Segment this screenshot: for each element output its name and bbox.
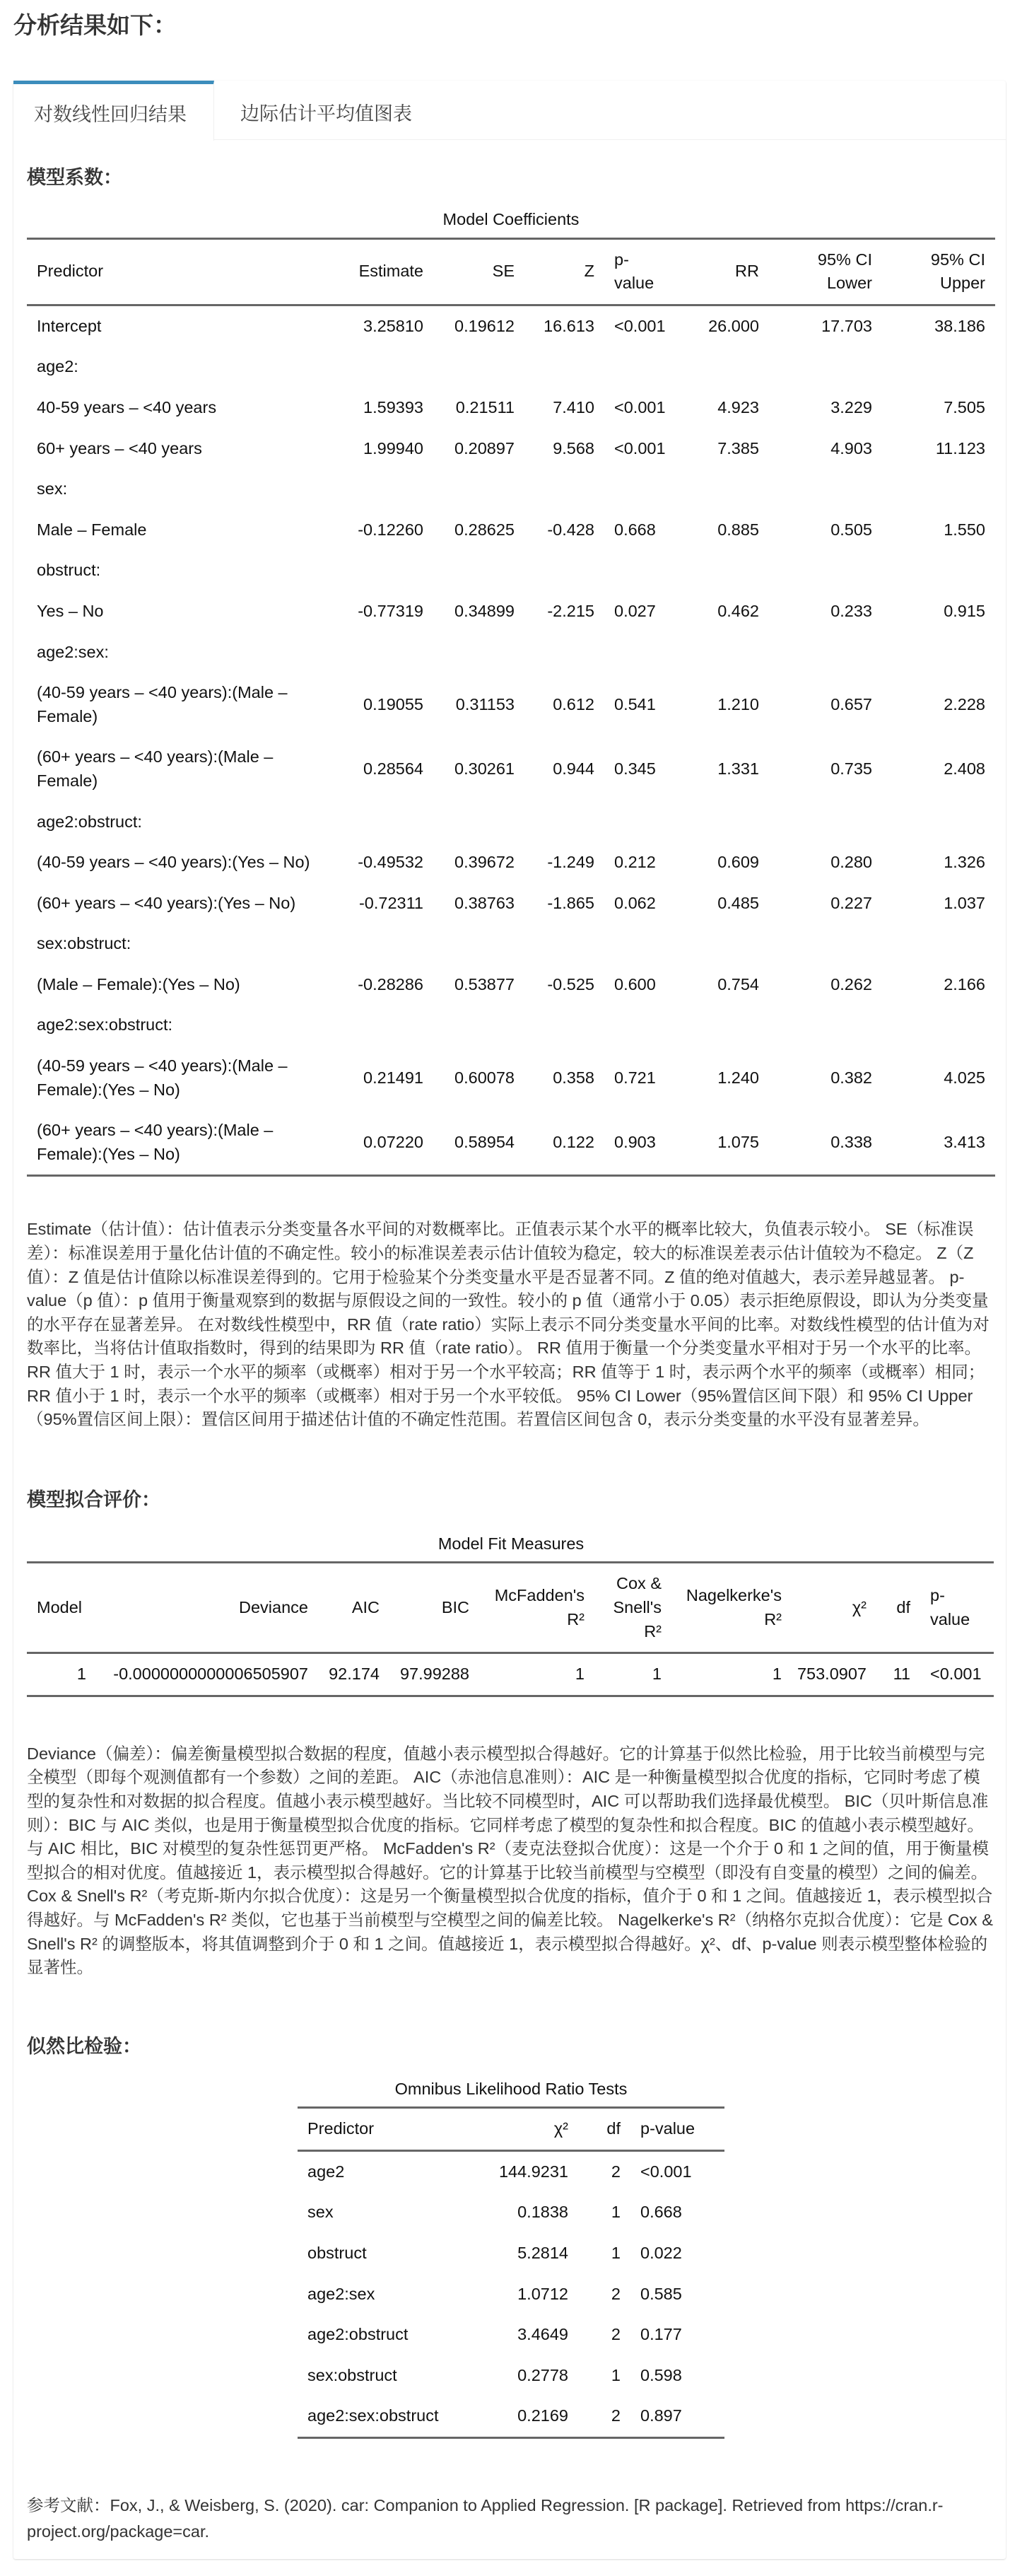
col-header-p-value: p-value <box>930 1586 970 1628</box>
cell-ci-lower: 0.382 <box>830 1068 872 1087</box>
cell-ci-lower: 0.280 <box>830 853 872 872</box>
table-row <box>27 429 995 470</box>
col-header-chi-square: χ² <box>852 1597 867 1616</box>
cell-chi-square: 3.4649 <box>517 2325 568 2344</box>
cell-se: 0.20897 <box>454 438 515 457</box>
model-coefficients-table-block <box>27 208 995 1177</box>
cell-p-value: 0.668 <box>614 520 656 539</box>
cell-ci-upper: 7.505 <box>944 397 985 416</box>
cell-group-label: age2:obstruct: <box>37 812 142 831</box>
cell-ci-lower: 17.703 <box>821 316 872 335</box>
table-caption: Omnibus Likelihood Ratio Tests <box>394 2079 628 2098</box>
cell-rr: 0.462 <box>717 601 759 620</box>
cell-predictor: (Male – Female):(Yes – No) <box>37 974 240 993</box>
cell-group-label: age2:sex: <box>37 642 109 661</box>
cell-mcfadden-r2: 1 <box>575 1665 585 1684</box>
cell-chi-square: 753.0907 <box>797 1665 867 1684</box>
col-header-aic: AIC <box>351 1597 380 1616</box>
cell-ci-upper: 4.025 <box>944 1068 985 1087</box>
cell-aic: 92.174 <box>329 1665 380 1684</box>
cell-nagelkerke-r2: 1 <box>772 1665 782 1684</box>
omnibus-lrt-table <box>298 2106 724 2439</box>
table-header-row <box>298 2108 724 2151</box>
cell-deviance: -0.0000000000006505907 <box>113 1665 308 1684</box>
cell-estimate: 3.25810 <box>363 316 423 335</box>
cell-estimate: -0.72311 <box>358 893 423 912</box>
col-header-bic: BIC <box>441 1597 469 1616</box>
table-header-row <box>27 1563 994 1653</box>
cell-p-value: 0.903 <box>614 1133 656 1152</box>
cell-predictor: (40-59 years – <40 years):(Yes – No) <box>37 853 310 872</box>
col-header-chi-square: χ² <box>553 2119 568 2138</box>
cell-se: 0.21511 <box>455 397 515 416</box>
col-header-nagelkerke-cell <box>671 1563 792 1653</box>
table-row <box>27 1653 994 1696</box>
empty-cells <box>336 802 995 843</box>
cell-ci-upper: 1.037 <box>944 893 985 912</box>
table-row <box>27 387 995 429</box>
tab-marginal-means-plots[interactable]: 边际估计平均值图表 <box>240 103 412 124</box>
cell-estimate: 1.99940 <box>363 438 423 457</box>
col-header-mcfadden-r2: McFadden's R² <box>494 1586 585 1628</box>
cell-chi-square: 0.1838 <box>517 2203 568 2222</box>
section-heading-coefficients: 模型系数： <box>27 167 122 188</box>
col-header-mcfadden-cell <box>479 1563 594 1653</box>
table-row <box>298 2396 724 2437</box>
cell-ci-lower: 3.229 <box>830 397 872 416</box>
empty-cells <box>336 346 995 387</box>
col-header-se: SE <box>492 262 515 281</box>
cell-predictor: Male – Female <box>37 520 147 539</box>
cell-predictor: age2:sex <box>307 2284 375 2303</box>
cell-predictor: age2:sex:obstruct <box>307 2406 439 2425</box>
cell-predictor: Yes – No <box>37 601 104 620</box>
cell-chi-square: 0.2169 <box>517 2406 568 2425</box>
cell-group-label: age2: <box>37 357 78 376</box>
cell-z: 9.568 <box>553 438 594 457</box>
cell-rr: 0.485 <box>717 893 759 912</box>
cell-se: 0.31153 <box>455 694 515 713</box>
cell-ci-upper: 38.186 <box>934 316 985 335</box>
cell-predictor: (60+ years – <40 years):(Male – Female):(Yes – No) <box>37 1121 274 1163</box>
cell-df: 1 <box>611 2244 621 2263</box>
section-heading-model-fit: 模型拟合评价： <box>27 1488 160 1510</box>
tab-panel-loglinear-results <box>13 166 1006 2545</box>
cell-predictor: (40-59 years – <40 years):(Male – Female):(Yes – No) <box>37 1056 288 1099</box>
cell-ci-lower: 0.657 <box>830 694 872 713</box>
table-caption: Model Fit Measures <box>438 1534 585 1553</box>
cell-z: 0.122 <box>553 1133 594 1152</box>
table-row <box>27 842 995 883</box>
table-row <box>27 672 995 737</box>
group-header-row <box>27 346 995 387</box>
cell-p-value: 0.598 <box>640 2365 682 2384</box>
cell-cox-snell-r2: 1 <box>652 1665 662 1684</box>
table-row <box>27 737 995 801</box>
cell-z: -0.428 <box>547 520 594 539</box>
col-header-df: df <box>606 2119 621 2138</box>
empty-cells <box>336 550 995 591</box>
group-header-row <box>27 1005 995 1046</box>
col-header-p-value: p-value <box>640 2119 695 2138</box>
cell-z: 0.612 <box>553 694 594 713</box>
cell-z: 0.358 <box>553 1068 594 1087</box>
cell-chi-square: 0.2778 <box>517 2365 568 2384</box>
cell-se: 0.19612 <box>454 316 515 335</box>
cell-predictor: 40-59 years – <40 years <box>37 397 217 416</box>
cell-z: -1.865 <box>547 893 594 912</box>
cell-se: 0.30261 <box>454 759 515 779</box>
col-header-ci-upper-cell <box>882 238 995 305</box>
cell-estimate: -0.12260 <box>358 520 423 539</box>
cell-z: 0.944 <box>553 759 594 779</box>
cell-df: 1 <box>611 2365 621 2384</box>
empty-cells <box>336 923 995 964</box>
cell-p-value: <0.001 <box>614 438 666 457</box>
table-row <box>27 510 995 551</box>
cell-se: 0.58954 <box>454 1133 515 1152</box>
cell-ci-lower: 0.735 <box>830 759 872 779</box>
col-header-rr: RR <box>735 262 759 281</box>
table-row <box>298 2274 724 2315</box>
empty-cells <box>336 1005 995 1046</box>
cell-se: 0.39672 <box>454 853 515 872</box>
cell-rr: 26.000 <box>708 316 759 335</box>
cell-z: -2.215 <box>547 601 594 620</box>
model-fit-table <box>27 1561 994 1696</box>
model-fit-explanation: Deviance（偏差）：偏差衡量模型拟合数据的程度，值越小表示模型拟合得越好。它的计算基于似然比检验，用于比较当前模型与完全模型（即每个观测值都有一个参数）之间的差距。 AIC（赤池信息准则）：AIC 是一种衡量模型拟合优度的指标，它同时考虑了模型的复杂性和对数据的拟合程度。值越小表示模型越好。当比较不同模型时，AIC 可以帮助我们选择最优模型。 BIC（贝叶斯信息准则）：BIC 与 AIC 类似，也是用于衡量模型拟合优度的指标。它同样考虑了模型的复杂性和拟合程度。BIC 的值越小表示模型越好。与 AIC 相比，BIC 对模型的复杂性惩罚更严格。 McFadden's R²（麦克法登拟合优度）：这是一个介于 0 和 1 之间的值，用于衡量模型拟合的相对优度。值越接近 1，表示模型拟合得越好。它的计算基于比较当前模型与空模型（即没有自变量的模型）之间的偏差。 Cox & Snell's R²（考克斯-斯内尔拟合优度）：这是另一个衡量模型拟合优度的指标，值介于 0 和 1 之间。值越接近 1，表示模型拟合得越好。与 McFadden's R² 类似，它也基于当前模型与空模型之间的偏差比较。 Nagelkerke's R²（纳格尔克拟合优度）：它是 Cox & Snell's R² 的调整版本，将其值调整到介于 0 和 1 之间。值越接近 1，表示模型拟合得越好。χ²、df、p-value 则表示模型整体检验的显著性。 <box>27 1744 993 1977</box>
cell-rr: 7.385 <box>717 438 759 457</box>
cell-df: 2 <box>611 2406 621 2425</box>
cell-se: 0.60078 <box>454 1068 515 1087</box>
table-row <box>298 2192 724 2233</box>
table-header-row <box>27 238 995 305</box>
cell-group-label: obstruct: <box>37 561 101 580</box>
cell-df: 2 <box>611 2284 621 2303</box>
cell-predictor: sex:obstruct <box>307 2365 397 2384</box>
reference-citation: 参考文献：Fox, J., & Weisberg, S. (2020). car: Companion to Applied Regression. [R package]. Retrieved from https://cran.r-project.org/package=car. <box>27 2496 944 2541</box>
cell-ci-upper: 11.123 <box>935 438 985 457</box>
col-header-z: Z <box>584 262 594 281</box>
col-header-cox-snell-r2: Cox & Snell's R² <box>613 1574 662 1640</box>
cell-predictor: sex <box>307 2203 334 2222</box>
cell-predictor: age2 <box>307 2162 345 2181</box>
cell-rr: 1.075 <box>717 1133 759 1152</box>
cell-rr: 0.754 <box>717 974 759 993</box>
cell-df: 11 <box>893 1665 910 1684</box>
cell-z: -1.249 <box>547 853 594 872</box>
cell-z: 7.410 <box>553 397 594 416</box>
cell-predictor: (60+ years – <40 years):(Male – Female) <box>37 747 274 790</box>
empty-cells <box>336 632 995 673</box>
cell-predictor: (60+ years – <40 years):(Yes – No) <box>37 893 296 912</box>
col-header-p-value: p-value <box>614 250 654 293</box>
coefficients-explanation: Estimate（估计值）：估计值表示分类变量各水平间的对数概率比。正值表示某个水平的概率比较大，负值表示较小。 SE（标准误差）：标准误差用于量化估计值的不确定性。较小的标准误差表示估计值较为稳定，较大的标准误差表示估计值较为不稳定。 Z（Z 值）：Z 值是估计值除以标准误差得到的。它用于检验某个分类变量水平是否显著不同。Z 值的绝对值越大，表示差异越显著。 p-value（p 值）：p 值用于衡量观察到的数据与原假设之间的一致性。较小的 p 值（通常小于 0.05）表示拒绝原假设，即认为分类变量的水平存在显著差异。 在对数线性模型中，RR 值（rate ratio）实际上表示不同分类变量水平间的比率。对数线性模型的估计值为对数率比，当将估计值取指数时，得到的结果即为 RR 值（rate ratio）。 RR 值用于衡量一个分类变量水平相对于另一个水平的比率。RR 值大于 1 时，表示一个水平的频率（或概率）相对于另一个水平较高；RR 值等于 1 时，表示两个水平的频率（或概率）相同；RR 值小于 1 时，表示一个水平的频率（或概率）相对于另一个水平较低。 95% CI Lower（95%置信区间下限）和 95% CI Upper（95%置信区间上限）：置信区间用于描述估计值的不确定性范围。若置信区间包含 0，表示分类变量的水平没有显著差异。 <box>27 1220 990 1429</box>
cell-p-value: 0.585 <box>640 2284 682 2303</box>
cell-p-value: <0.001 <box>930 1665 982 1684</box>
cell-group-label: age2:sex:obstruct: <box>37 1015 173 1035</box>
cell-chi-square: 1.0712 <box>517 2284 568 2303</box>
table-row <box>298 2233 724 2274</box>
cell-p-value: 0.600 <box>614 974 656 993</box>
table-row <box>27 883 995 924</box>
col-header-deviance: Deviance <box>239 1597 308 1616</box>
cell-ci-lower: 0.227 <box>830 893 872 912</box>
table-row <box>27 591 995 632</box>
cell-chi-square: 5.2814 <box>517 2244 568 2263</box>
cell-p-value: 0.062 <box>614 893 656 912</box>
cell-chi-square: 144.9231 <box>498 2162 568 2181</box>
cell-ci-lower: 0.505 <box>830 520 872 539</box>
cell-predictor: (40-59 years – <40 years):(Male – Female) <box>37 683 288 725</box>
cell-estimate: -0.77319 <box>358 601 423 620</box>
cell-se: 0.38763 <box>454 893 515 912</box>
cell-estimate: -0.49532 <box>358 853 423 872</box>
cell-rr: 0.609 <box>717 853 759 872</box>
cell-p-value: 0.027 <box>614 601 656 620</box>
cell-z: 16.613 <box>544 316 594 335</box>
group-header-row <box>27 550 995 591</box>
cell-predictor: Intercept <box>37 316 102 335</box>
cell-p-value: 0.022 <box>640 2244 682 2263</box>
col-header-estimate: Estimate <box>358 262 423 281</box>
cell-ci-upper: 1.326 <box>944 853 985 872</box>
cell-ci-upper: 1.550 <box>944 520 985 539</box>
cell-estimate: -0.28286 <box>358 974 423 993</box>
cell-predictor: obstruct <box>307 2244 367 2263</box>
cell-p-value: <0.001 <box>640 2162 692 2181</box>
cell-predictor: 60+ years – <40 years <box>37 438 202 457</box>
cell-p-value: 0.721 <box>614 1068 656 1087</box>
table-row <box>298 2314 724 2355</box>
omnibus-lrt-table-block <box>298 2077 724 2439</box>
cell-ci-lower: 0.233 <box>830 601 872 620</box>
cell-df: 2 <box>611 2162 621 2181</box>
col-header-df: df <box>896 1597 910 1616</box>
cell-p-value: 0.177 <box>640 2325 682 2344</box>
cell-rr: 0.885 <box>717 520 759 539</box>
table-row <box>27 1046 995 1110</box>
cell-estimate: 0.21491 <box>363 1068 423 1087</box>
cell-p-value: 0.897 <box>640 2406 682 2425</box>
table-row <box>298 2355 724 2396</box>
table-row <box>298 2150 724 2192</box>
col-header-predictor: Predictor <box>37 262 104 281</box>
cell-ci-upper: 2.228 <box>944 694 985 713</box>
cell-ci-upper: 3.413 <box>944 1133 985 1152</box>
cell-predictor: age2:obstruct <box>307 2325 409 2344</box>
cell-df: 1 <box>611 2203 621 2222</box>
model-coefficients-table <box>27 238 995 1177</box>
cell-z: -0.525 <box>547 974 594 993</box>
group-header-row <box>27 802 995 843</box>
cell-group-label: sex: <box>37 479 68 499</box>
cell-estimate: 1.59393 <box>363 397 423 416</box>
col-header-model: Model <box>37 1597 83 1616</box>
cell-rr: 1.240 <box>717 1068 759 1087</box>
cell-estimate: 0.19055 <box>363 694 423 713</box>
col-header-cox-snell-cell <box>594 1563 671 1653</box>
results-tab-box <box>13 81 1006 2559</box>
tab-loglinear-results[interactable]: 对数线性回归结果 <box>13 81 214 141</box>
cell-p-value: 0.668 <box>640 2203 682 2222</box>
model-fit-table-block <box>27 1532 995 1697</box>
page-title: 分析结果如下： <box>13 12 177 38</box>
cell-p-value: 0.212 <box>614 853 656 872</box>
table-row <box>27 305 995 346</box>
cell-rr: 1.210 <box>717 694 759 713</box>
cell-model: 1 <box>76 1665 86 1684</box>
col-header-p-value-cell <box>920 1563 994 1653</box>
cell-ci-lower: 0.338 <box>830 1133 872 1152</box>
cell-p-value: <0.001 <box>614 397 666 416</box>
section-heading-likelihood-ratio: 似然比检验： <box>27 2035 141 2057</box>
table-row <box>27 1110 995 1176</box>
cell-bic: 97.99288 <box>399 1665 469 1684</box>
cell-p-value: 0.345 <box>614 759 656 779</box>
cell-ci-lower: 4.903 <box>830 438 872 457</box>
cell-group-label: sex:obstruct: <box>37 934 131 953</box>
cell-p-value: 0.541 <box>614 694 656 713</box>
cell-ci-lower: 0.262 <box>830 974 872 993</box>
cell-estimate: 0.28564 <box>363 759 423 779</box>
col-header-predictor: Predictor <box>307 2119 375 2138</box>
cell-df: 2 <box>611 2325 621 2344</box>
cell-se: 0.34899 <box>454 601 515 620</box>
cell-ci-upper: 2.408 <box>944 759 985 779</box>
cell-p-value: <0.001 <box>614 316 666 335</box>
cell-ci-upper: 2.166 <box>944 974 985 993</box>
tab-bar <box>13 81 1006 140</box>
col-header-ci-upper: 95% CI Upper <box>930 250 985 293</box>
group-header-row <box>27 632 995 673</box>
cell-estimate: 0.07220 <box>363 1133 423 1152</box>
group-header-row <box>27 923 995 964</box>
table-caption: Model Coefficients <box>442 210 580 228</box>
empty-cells <box>336 469 995 510</box>
cell-se: 0.53877 <box>454 974 515 993</box>
cell-rr: 4.923 <box>717 397 759 416</box>
table-row <box>27 964 995 1006</box>
col-header-ci-lower-cell <box>769 238 882 305</box>
cell-ci-upper: 0.915 <box>944 601 985 620</box>
cell-rr: 1.331 <box>717 759 759 779</box>
cell-se: 0.28625 <box>454 520 515 539</box>
col-header-nagelkerke-r2: Nagelkerke's R² <box>686 1586 782 1628</box>
group-header-row <box>27 469 995 510</box>
col-header-ci-lower: 95% CI Lower <box>817 250 872 293</box>
